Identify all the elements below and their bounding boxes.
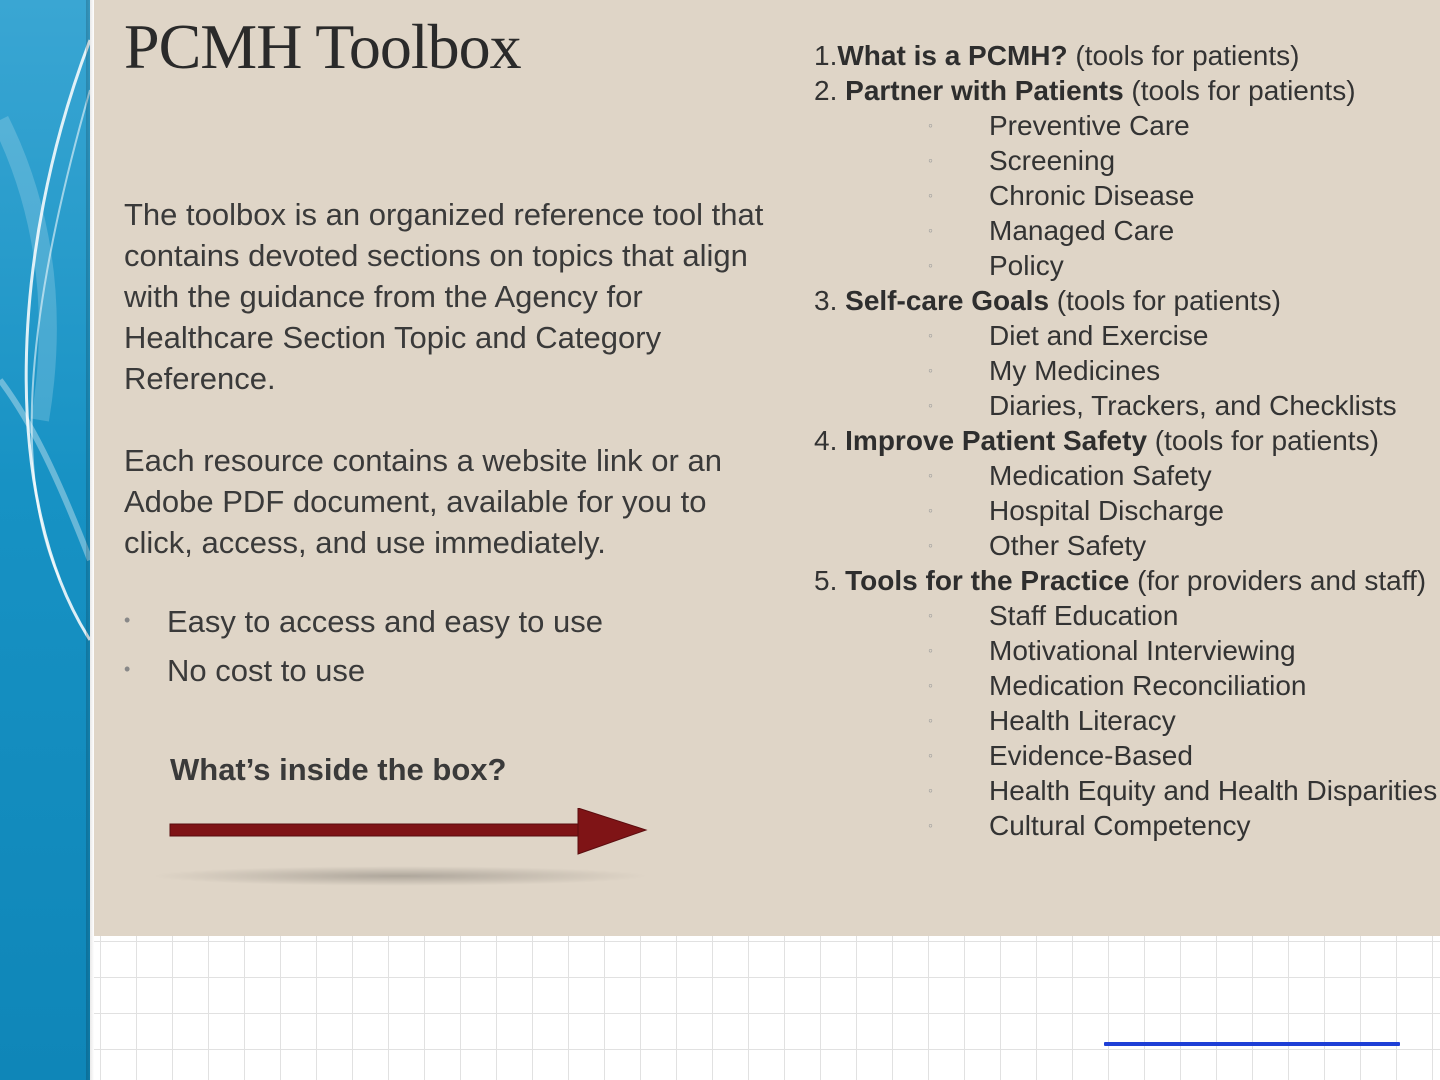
toc-item: [814, 528, 1426, 563]
inside-box-label: What’s inside the box?: [170, 752, 507, 787]
section-title: Improve Patient Safety: [845, 425, 1148, 456]
toc-item-label: Health Equity and Health Disparities: [989, 775, 1438, 806]
bullet-icon: ◦: [928, 257, 933, 273]
toc-item-label: Diaries, Trackers, and Checklists: [989, 390, 1397, 421]
bullet-icon: ◦: [928, 607, 933, 623]
intro-paragraph: The toolbox is an organized reference tool that contains devoted sections on topics that align with the guidance from the Agency for Healthcare Section Topic and Category Reference.: [124, 197, 764, 396]
toc-item: [814, 633, 1426, 668]
bullet-icon: •: [124, 659, 131, 679]
toc-item-label: Policy: [989, 250, 1064, 281]
toc-item: [814, 143, 1426, 178]
section-note: (tools for patients): [1049, 285, 1281, 316]
toc-item-label: Medication Reconciliation: [989, 670, 1307, 701]
toc-item: [814, 213, 1426, 248]
toc-item: [814, 773, 1438, 808]
toc-item-label: Health Literacy: [989, 705, 1176, 736]
toolbox-contents: [814, 38, 1438, 843]
toc-item-label: My Medicines: [989, 355, 1161, 386]
toc-item: [814, 738, 1426, 773]
toc-item: [814, 353, 1426, 388]
toc-section: [814, 423, 1426, 458]
section-note: (tools for patients): [1067, 40, 1300, 71]
arrow-shadow: [150, 866, 650, 886]
toc-item-label: Medication Safety: [989, 460, 1212, 491]
toc-item-label: Hospital Discharge: [989, 495, 1224, 526]
feature-text: No cost to use: [167, 653, 366, 688]
toc-item: [814, 178, 1426, 213]
bullet-icon: ◦: [928, 782, 933, 798]
toc-item: [814, 808, 1426, 843]
bullet-icon: ◦: [928, 712, 933, 728]
toc-item: [814, 248, 1426, 283]
sidebar-shadow: [86, 0, 94, 1080]
section-number: 4.: [814, 425, 846, 456]
slide-title: PCMH Toolbox: [124, 11, 521, 82]
toc-item-label: Managed Care: [989, 215, 1175, 246]
toc-item-label: Cultural Competency: [989, 810, 1251, 841]
bullet-icon: ◦: [928, 537, 933, 553]
decorative-sidebar: [0, 0, 90, 1080]
section-number: 3.: [814, 285, 846, 316]
toc-item: [814, 703, 1426, 738]
toc-item: [814, 108, 1426, 143]
resource-paragraph: Each resource contains a website link or an Adobe PDF document, available for you to click, access, and use immediately.: [124, 443, 722, 560]
toc-item-label: Staff Education: [989, 600, 1179, 631]
toc-item-label: Screening: [989, 145, 1116, 176]
toc-item: [814, 458, 1426, 493]
section-number: 1.: [814, 40, 838, 71]
bullet-icon: ◦: [928, 362, 933, 378]
swoosh-decoration: [0, 0, 90, 1080]
bullet-icon: ◦: [928, 747, 933, 763]
bullet-icon: ◦: [928, 187, 933, 203]
bullet-icon: ◦: [928, 327, 933, 343]
section-number: 2.: [814, 75, 846, 106]
grid-footer: [94, 936, 1440, 1080]
toc-item: [814, 598, 1426, 633]
toc-item: [814, 388, 1426, 423]
toc-item-label: Diet and Exercise: [989, 320, 1209, 351]
toc-section: [814, 73, 1426, 108]
toc-section: [814, 563, 1426, 598]
section-title: Self-care Goals: [845, 285, 1050, 316]
footer-accent-line: [1104, 1042, 1400, 1046]
toc-item-label: Preventive Care: [989, 110, 1190, 141]
bullet-icon: ◦: [928, 677, 933, 693]
toc-item: [814, 493, 1426, 528]
bullet-icon: ◦: [928, 152, 933, 168]
toc-item-label: Chronic Disease: [989, 180, 1195, 211]
bullet-icon: •: [124, 610, 131, 630]
right-arrow-icon: [168, 808, 648, 856]
section-note: (tools for patients): [1147, 425, 1379, 456]
section-title: What is a PCMH?: [837, 40, 1068, 71]
bullet-icon: ◦: [928, 642, 933, 658]
toc-item: [814, 668, 1426, 703]
toc-item-label: Evidence-Based: [989, 740, 1193, 771]
bullet-icon: ◦: [928, 397, 933, 413]
bullet-icon: ◦: [928, 117, 933, 133]
section-title: Tools for the Practice: [845, 565, 1130, 596]
bullet-icon: ◦: [928, 502, 933, 518]
section-number: 5.: [814, 565, 846, 596]
bullet-icon: ◦: [928, 222, 933, 238]
feature-text: Easy to access and easy to use: [167, 604, 603, 639]
bullet-icon: ◦: [928, 467, 933, 483]
bullet-icon: ◦: [928, 817, 933, 833]
toc-section: [814, 38, 1426, 73]
toc-section: [814, 283, 1426, 318]
toc-item-label: Other Safety: [989, 530, 1147, 561]
section-note: (tools for patients): [1123, 75, 1356, 106]
section-note: (for providers and staff): [1129, 565, 1427, 596]
section-title: Partner with Patients: [845, 75, 1124, 106]
toc-item-label: Motivational Interviewing: [989, 635, 1296, 666]
toc-item: [814, 318, 1426, 353]
